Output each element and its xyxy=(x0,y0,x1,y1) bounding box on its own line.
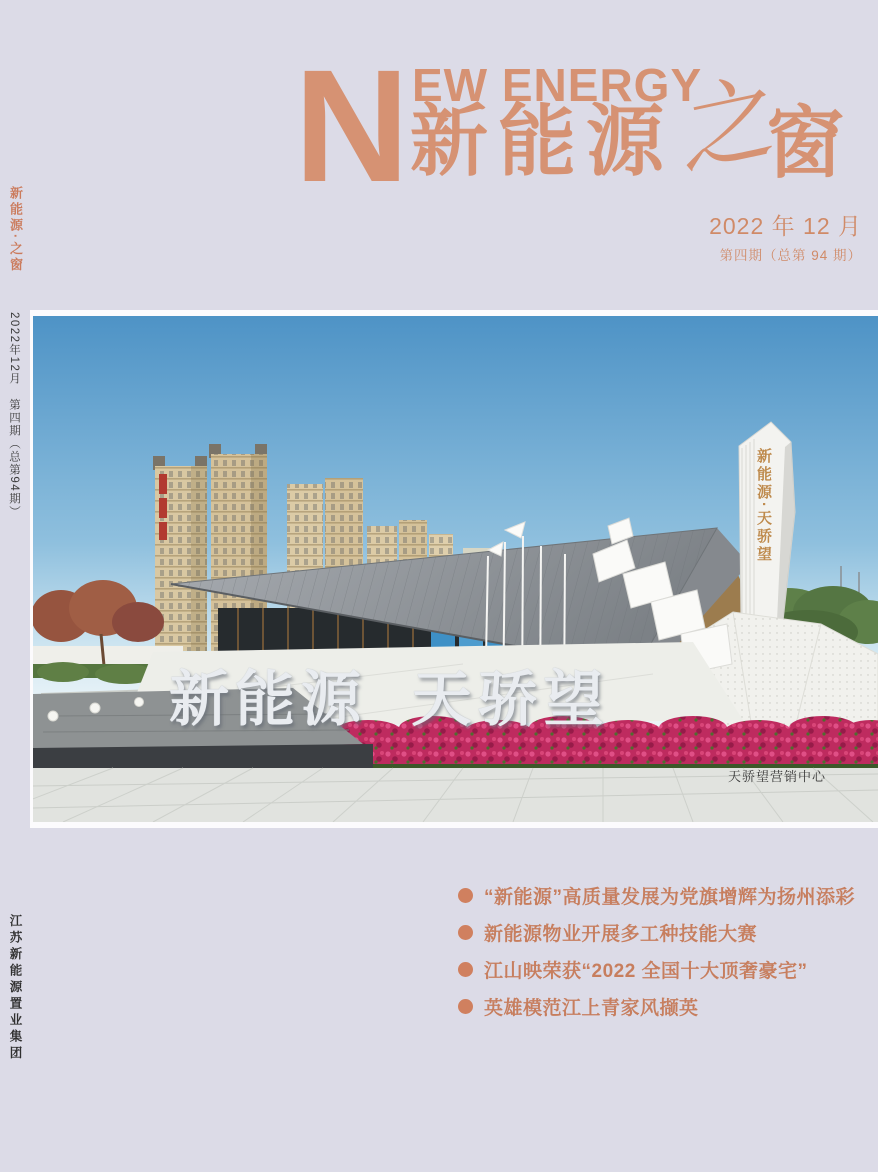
headline-item xyxy=(458,995,855,1017)
logo-chuang-character: 窗 xyxy=(766,99,845,187)
logo-calligraphy-zhi: 之 xyxy=(665,63,781,190)
spine-publisher: 江苏新能源置业集团 xyxy=(8,914,22,1063)
bullet-icon xyxy=(458,962,473,977)
cover-photo xyxy=(30,310,878,828)
spine-magazine-name: 新能源·之窗 xyxy=(8,186,23,274)
bullet-icon xyxy=(458,925,473,940)
ground-3d-letters: 新能源 天骄望 xyxy=(169,666,610,733)
headline-label: 江山映荣获“2022 全国十大顶奢豪宅” xyxy=(484,960,808,982)
cover-photo-illustration xyxy=(33,316,878,822)
issue-info-block xyxy=(709,214,862,264)
headline-item xyxy=(458,921,855,943)
issue-number: 第四期（总第 94 期） xyxy=(719,248,862,264)
headline-list xyxy=(458,884,855,1032)
monument-sign-text: 新能源·天骄望 xyxy=(755,448,772,564)
bullet-icon xyxy=(458,888,473,903)
headline-item xyxy=(458,958,855,980)
issue-date: 2022 年 12 月 xyxy=(709,213,862,239)
bullet-icon xyxy=(458,999,473,1014)
photo-caption: 天骄望营销中心 xyxy=(728,769,827,784)
spine-issue-info: 2022年12月 第四期（总第94期） xyxy=(8,312,20,519)
logo-initial-letter: N xyxy=(294,36,410,215)
headline-label: “新能源”高质量发展为党旗增辉为扬州添彩 xyxy=(484,886,856,908)
headline-label: 新能源物业开展多工种技能大赛 xyxy=(484,923,758,945)
logo-english-title: EW ENERGY xyxy=(412,59,703,111)
headline-item xyxy=(458,884,855,906)
logo-chinese-title: 新能源 xyxy=(410,97,675,185)
headline-label: 英雄模范江上青家风撷英 xyxy=(484,997,699,1019)
